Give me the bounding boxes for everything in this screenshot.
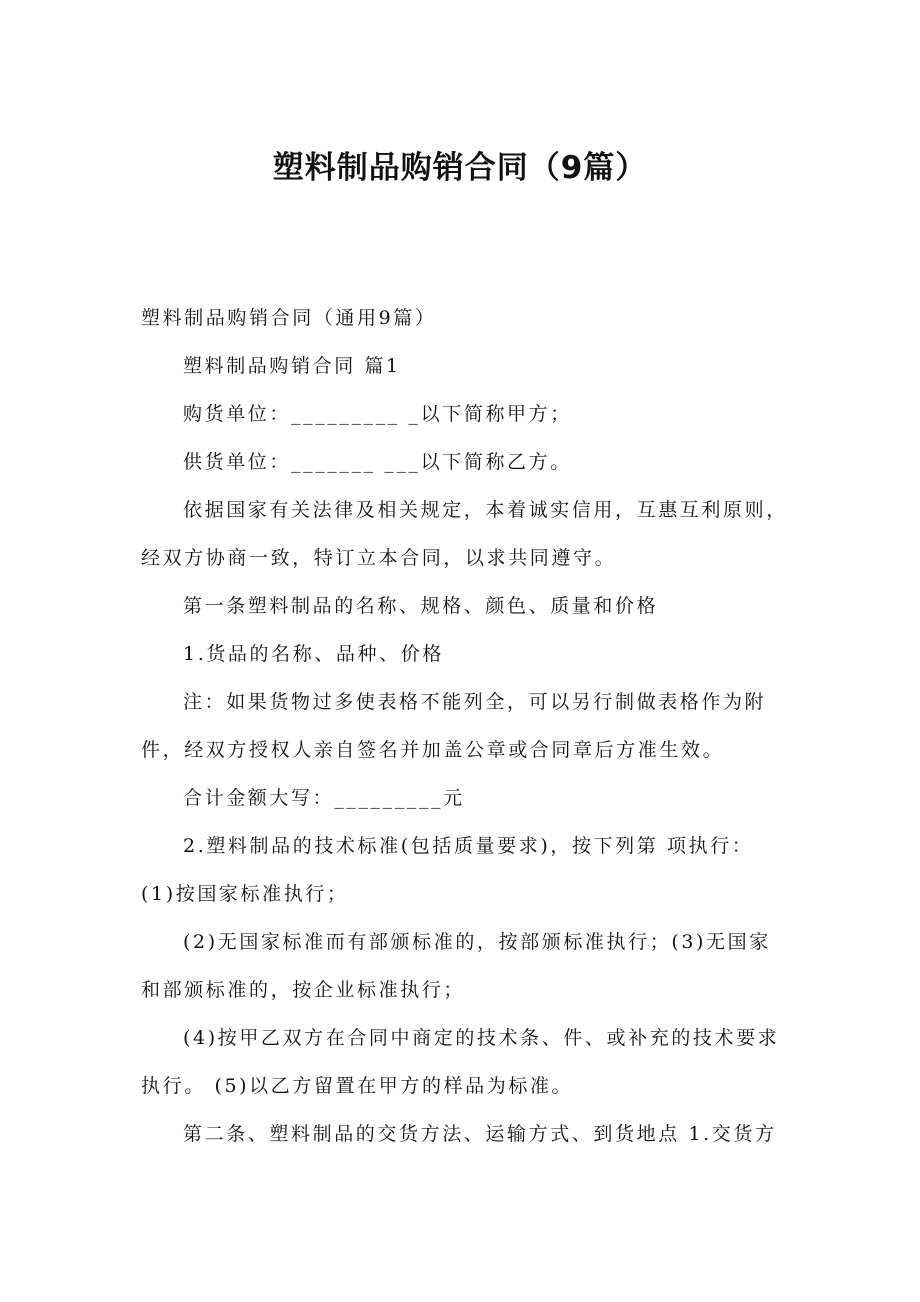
- paragraph-line: 1.货品的名称、品种、价格: [183, 643, 444, 665]
- paragraph-line: 供货单位：_______ ___以下简称乙方。: [183, 451, 572, 473]
- document-title: 塑料制品购销合同（9篇）: [272, 150, 648, 186]
- paragraph-line: 塑料制品购销合同（通用9篇）: [141, 307, 437, 329]
- paragraph-line: (2)无国家标准而有部颁标准的，按部颁标准执行；(3)无国家: [183, 931, 771, 953]
- paragraph-line: 依据国家有关法律及相关规定，本着诚实信用，互惠互利原则，: [183, 499, 788, 521]
- paragraph-line: 塑料制品购销合同 篇1: [183, 355, 401, 377]
- paragraph-line: 执行。 (5)以乙方留置在甲方的样品为标准。: [141, 1075, 574, 1097]
- paragraph-line: 购货单位：_________ _以下简称甲方；: [183, 403, 572, 425]
- document-body: [141, 294, 801, 1158]
- paragraph-line: 合计金额大写：_________元: [183, 787, 465, 809]
- paragraph-line: (4)按甲乙双方在合同中商定的技术条、件、或补充的技术要求: [183, 1027, 780, 1049]
- paragraph-line: 件，经双方授权人亲自签名并加盖公章或合同章后方准生效。: [141, 739, 725, 761]
- paragraph-line: 经双方协商一致，特订立本合同，以求共同遵守。: [141, 547, 617, 569]
- paragraph-line: 第一条塑料制品的名称、规格、颜色、质量和价格: [183, 595, 659, 617]
- paragraph-line: 第二条、塑料制品的交货方法、运输方式、到货地点 1.交货方: [183, 1123, 777, 1145]
- paragraph-line: 2.塑料制品的技术标准(包括质量要求)，按下列第 项执行：: [183, 835, 754, 857]
- paragraph-line: 注：如果货物过多使表格不能列全，可以另行制做表格作为附: [183, 691, 767, 713]
- paragraph-line: (1)按国家标准执行；: [141, 883, 349, 905]
- paragraph-line: 和部颁标准的，按企业标准执行；: [141, 979, 466, 1001]
